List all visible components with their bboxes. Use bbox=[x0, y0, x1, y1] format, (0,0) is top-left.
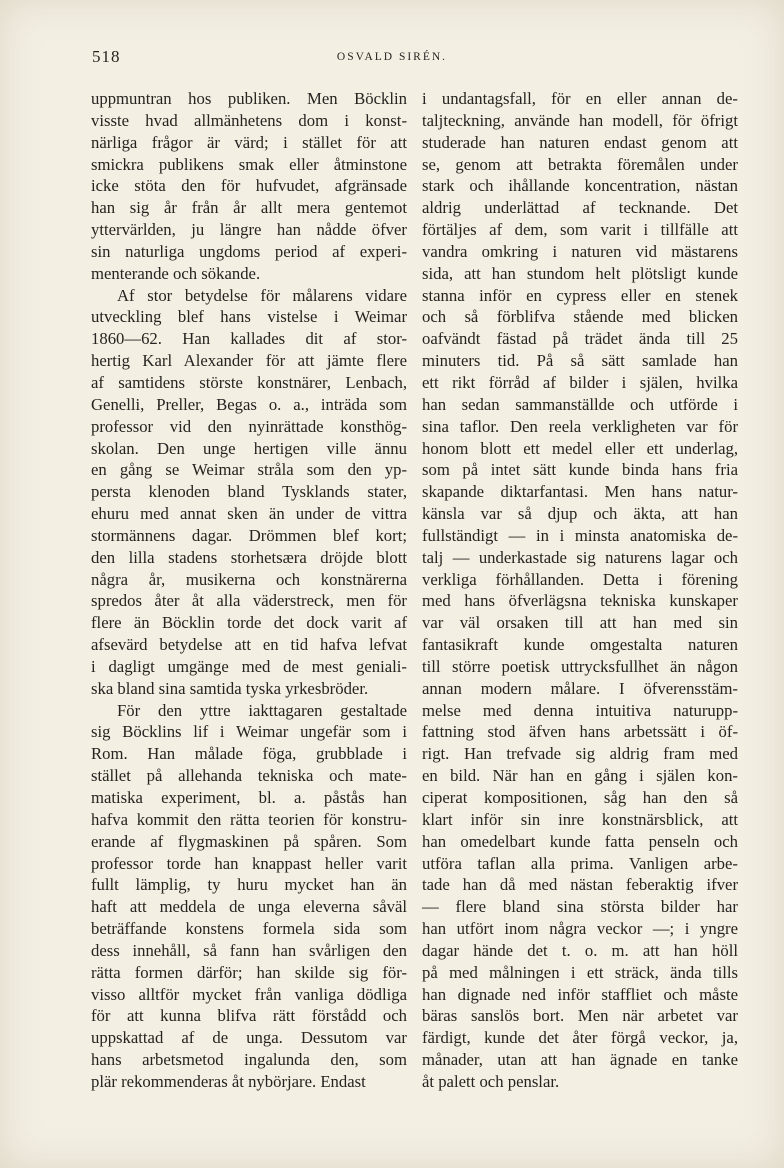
text-line: skolan. Den unge hertigen ville ännu bbox=[91, 438, 407, 458]
text-line: dess innehåll, så fann han svårligen den bbox=[91, 940, 407, 960]
text-line: han sig år från år allt mera gentemot bbox=[91, 198, 407, 218]
text-line: fullständigt — in i minsta anatomiska de- bbox=[422, 525, 738, 545]
text-line: För den yttre iakttagaren gestaltade bbox=[117, 700, 407, 720]
text-line: han utfört inom några veckor —; i yngre bbox=[422, 919, 738, 939]
text-line: Genelli, Preller, Begas o. a., inträda som bbox=[91, 394, 407, 414]
text-line: bäras sanslös bort. Men när arbetet var bbox=[422, 1006, 738, 1026]
text-line: visso alltför mycket från vanliga dödliga bbox=[91, 984, 407, 1004]
text-line: haft att meddela de unga eleverna såväl bbox=[91, 897, 407, 917]
text-line: Af stor betydelse för målarens vidare bbox=[117, 285, 407, 305]
text-line: melse med denna intuitiva naturupp- bbox=[422, 700, 738, 720]
text-line: visste hvad allmänhetens dom i konst- bbox=[91, 110, 407, 130]
text-line: plär rekommenderas åt nybörjare. Endast bbox=[91, 1071, 366, 1091]
text-line: han dignade ned inför staffliet och måste bbox=[422, 984, 738, 1004]
text-line: rigt. Han trefvade sig aldrig fram med bbox=[422, 744, 738, 764]
left-column bbox=[91, 88, 407, 1093]
text-line: han sedan sammanställde och utförde i bbox=[422, 394, 738, 414]
text-line: ehuru med annat sken än under de vittra bbox=[91, 504, 407, 524]
text-line: taljteckning, använde han modell, för öfrigt bbox=[422, 110, 738, 130]
text-line: yttervärlden, ju längre han nådde öfver bbox=[91, 220, 407, 240]
text-line: dagar hände det t. o. m. att han höll bbox=[422, 940, 738, 960]
text-line: tade han då med nästan feberaktig ifver bbox=[422, 875, 738, 895]
text-line: fantasikraft kunde omgestalta naturen bbox=[422, 635, 738, 655]
text-line: vandra omkring i naturen vid mästarens bbox=[422, 241, 738, 261]
text-line: några år, musikerna och konstnärerna bbox=[91, 569, 407, 589]
right-column bbox=[422, 88, 738, 1093]
text-line: fattning stod äfven hans arbetssätt i öf- bbox=[422, 722, 738, 742]
text-line: flere än Böcklin torde det dock varit af bbox=[91, 613, 407, 633]
text-line: stället på allehanda tekniska och mate- bbox=[91, 766, 407, 786]
text-line: erande af flygmaskinen på spåren. Som bbox=[91, 831, 407, 851]
text-line: professor torde han knappast heller varit bbox=[91, 853, 407, 873]
text-line: fullt lämplig, ty huru mycket han än bbox=[91, 875, 407, 895]
text-line: färdigt, kunde det åter förgå veckor, ja, bbox=[422, 1028, 738, 1048]
text-line: persta klenoden bland Tysklands stater, bbox=[91, 482, 407, 502]
text-line: den lilla stadens storhetsæra dröjde blott bbox=[91, 547, 407, 567]
text-line: minuters tid. På så sätt samlade han bbox=[422, 351, 738, 371]
text-line: en bild. När han en gång i själen kon- bbox=[422, 766, 738, 786]
text-line: som på intet sätt kunde binda hans fria bbox=[422, 460, 738, 480]
text-line: närliga frågor är värd; i stället för att bbox=[91, 132, 407, 152]
text-line: smickra publikens smak eller åtminstone bbox=[91, 154, 407, 174]
text-line: en gång se Weimar stråla som den yp- bbox=[91, 460, 407, 480]
text-line: icke stöta den för hufvudet, afgränsade bbox=[91, 176, 407, 196]
text-line: i dagligt umgänge med de mest geniali- bbox=[91, 656, 407, 676]
text-line: var väl orsaken till att han med sin bbox=[422, 613, 738, 633]
text-line: oafvändt fästad på trädet ända till 25 bbox=[422, 329, 738, 349]
text-line: utföra taflan alla prima. Vanligen arbe- bbox=[422, 853, 738, 873]
text-line: stormännens dagar. Drömmen blef kort; bbox=[91, 525, 407, 545]
text-line: månader, utan att han ägnade en tanke bbox=[422, 1050, 738, 1070]
text-line: och så förblifva stående med blicken bbox=[422, 307, 738, 327]
text-line: känsla var så djup och äkta, att han bbox=[422, 504, 738, 524]
text-line: af samtidens störste konstnärer, Lenbach, bbox=[91, 372, 407, 392]
text-line: hafva kommit den rätta teorien för konstru- bbox=[91, 809, 407, 829]
text-line: klart inför sin inre konstnärsblick, att bbox=[422, 809, 738, 829]
text-line: matiska experiment, bl. a. påstås han bbox=[91, 788, 407, 807]
text-line: professor vid den nyinrättade konsthög- bbox=[91, 416, 407, 436]
text-line: ciperat kompositionen, såg han den så bbox=[422, 788, 738, 807]
text-line: afsevärd betydelse att en tid hafva lefvat bbox=[91, 635, 407, 655]
text-line: förtäljes af dem, som varit i tillfälle att bbox=[422, 220, 738, 240]
text-line: skapande diktarfantasi. Men hans natur- bbox=[422, 482, 738, 502]
text-line: aldrig underlättad af tecknande. Det bbox=[422, 198, 738, 218]
text-line: studerade han naturen endast genom att bbox=[422, 132, 738, 152]
text-line: på med målningen i ett sträck, ända tills bbox=[422, 962, 738, 982]
text-line: rätta formen därför; han skilde sig för- bbox=[91, 962, 407, 982]
text-line: sig Böcklins lif i Weimar ungefär som i bbox=[91, 722, 407, 742]
text-line: till större poetisk uttrycksfullhet än någon bbox=[422, 656, 738, 676]
text-line: verkliga förhållanden. Detta i förening bbox=[422, 569, 738, 589]
text-line: stark och ihållande koncentration, nästan bbox=[422, 176, 738, 196]
text-line: med hans öfverlägsna tekniska kunskaper bbox=[422, 591, 738, 611]
text-line: åt palett och penslar. bbox=[422, 1071, 560, 1091]
text-line: för att kunna blifva rätt förstådd och bbox=[91, 1006, 407, 1026]
text-line: han omedelbart kunde fatta penseln och bbox=[422, 831, 738, 851]
text-line: uppskattad af de unga. Dessutom var bbox=[91, 1028, 407, 1048]
text-line: annan modern målare. I öfverensstäm- bbox=[422, 678, 738, 698]
running-head: OSVALD SIRÉN. bbox=[336, 51, 448, 63]
text-line: ska bland sina samtida tyska yrkesbröder. bbox=[91, 678, 369, 698]
text-line: hertig Karl Alexander för att jämte flere bbox=[91, 351, 407, 371]
text-line: hans arbetsmetod ingalunda den, som bbox=[91, 1050, 407, 1070]
text-line: — flere bland sina största bilder har bbox=[422, 897, 738, 917]
text-line: spredos åter åt alla väderstreck, men för bbox=[91, 591, 407, 611]
text-line: menterande och sökande. bbox=[91, 263, 261, 283]
text-line: se, genom att betrakta föremålen under bbox=[422, 154, 738, 174]
text-line: sina taflor. Den reela verkligheten var för bbox=[422, 416, 738, 436]
text-line: uppmuntran hos publiken. Men Böcklin bbox=[91, 89, 407, 108]
text-line: i undantagsfall, för en eller annan de- bbox=[422, 89, 738, 108]
text-line: 1860—62. Han kallades dit af stor- bbox=[91, 329, 407, 349]
text-line: sida, att han stundom helt plötsligt kunde bbox=[422, 263, 738, 283]
text-line: Rom. Han målade föga, grubblade i bbox=[91, 744, 407, 764]
page-number: 518 bbox=[92, 47, 121, 66]
text-line: ett rikt förråd af bilder i själen, hvilka bbox=[422, 372, 738, 392]
text-line: talj — underkastade sig naturens lagar och bbox=[422, 547, 738, 567]
text-line: sin naturliga ungdoms period af experi- bbox=[91, 241, 407, 261]
text-line: utveckling blef hans vistelse i Weimar bbox=[91, 307, 407, 327]
text-line: honom blott ett medel eller ett underlag, bbox=[422, 438, 738, 458]
text-line: stanna inför en cypress eller en stenek bbox=[422, 285, 738, 305]
text-line: beträffande konstens formela sida som bbox=[91, 919, 407, 939]
